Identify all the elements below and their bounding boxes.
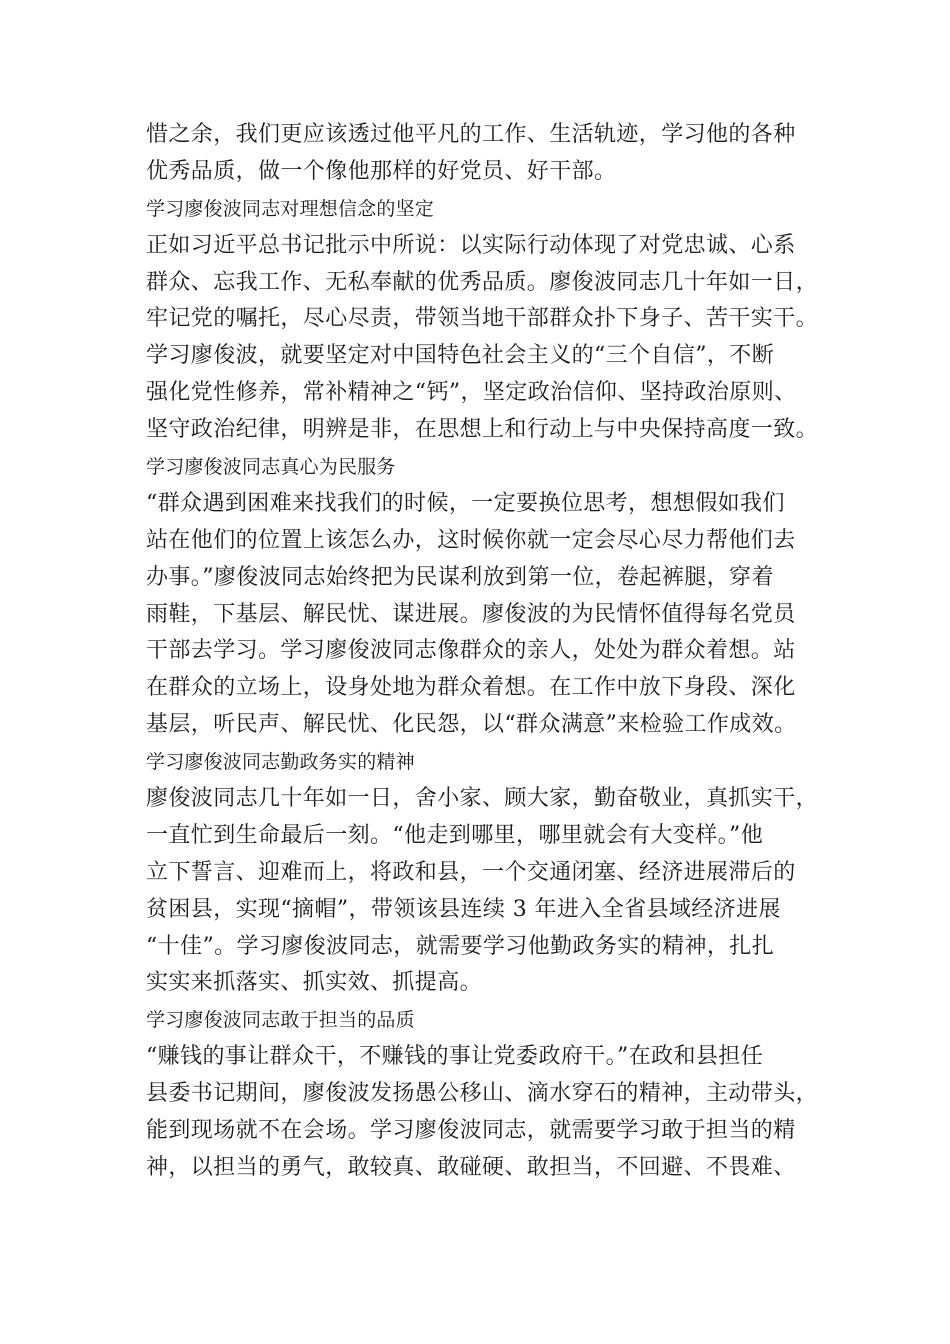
body-text-line: 强化党性修养，常补精神之“钙”，坚定政治信仰、坚持政治原则、 <box>146 380 797 406</box>
section-heading: 学习廖俊波同志对理想信念的坚定 <box>146 197 435 220</box>
body-text-line: 优秀品质，做一个像他那样的好党员、好干部。 <box>146 158 617 184</box>
body-text-line: 县委书记期间，廖俊波发扬愚公移山、滴水穿石的精神，主动带头， <box>146 1081 819 1107</box>
body-text-line: 基层，听民声、解民忧、化民怨，以“群众满意”来检验工作成效。 <box>146 712 797 738</box>
document-body <box>146 117 826 1187</box>
body-text-line: 立下誓言、迎难而上，将政和县，一个交通闭塞、经济进展滞后的 <box>146 859 796 885</box>
body-text-line: 正如习近平总书记批示中所说：以实际行动体现了对党忠诚、心系 <box>146 232 796 258</box>
body-text-line: 惜之余，我们更应该透过他平凡的工作、生活轨迹，学习他的各种 <box>146 122 796 147</box>
body-text-line: “十佳”。学习廖俊波同志，就需要学习他勤政务实的精神，扎扎 <box>146 933 775 959</box>
body-text-line: “群众遇到困难来找我们的时候，一定要换位思考，想想假如我们 <box>146 490 785 516</box>
section-heading: 学习廖俊波同志敢于担当的品质 <box>146 1009 415 1032</box>
body-text-line: 实实来抓落实、抓实效、抓提高。 <box>146 970 483 996</box>
body-text-line: 牢记党的嘱托，尽心尽责，带领当地干部群众扑下身子、苦干实干。 <box>146 306 819 332</box>
body-text-line: “赚钱的事让群众干，不赚钱的事让党委政府干。”在政和县担任 <box>146 1044 764 1070</box>
body-text-line: 在群众的立场上，设身处地为群众着想。在工作中放下身段、深化 <box>146 675 796 701</box>
body-text-line: 学习廖俊波，就要坚定对中国特色社会主义的“三个自信”，不断 <box>146 343 775 369</box>
body-text-line: 群众、忘我工作、无私奉献的优秀品质。廖俊波同志几十年如一日， <box>146 269 819 295</box>
body-text-line: 贫困县，实现“摘帽”，带领该县连续 3 年进入全省县域经济进展 <box>146 896 781 922</box>
body-text-line: 办事。”廖俊波同志始终把为民谋利放到第一位，卷起裤腿，穿着 <box>146 564 774 590</box>
section-heading: 学习廖俊波同志勤政务实的精神 <box>146 751 415 774</box>
body-text-line: 神，以担当的勇气，敢较真、敢碰硬、敢担当，不回避、不畏难、 <box>146 1154 796 1180</box>
body-text-line: 一直忙到生命最后一刻。“他走到哪里，哪里就会有大变样。”他 <box>146 822 764 848</box>
body-text-line: 能到现场就不在会场。学习廖俊波同志，就需要学习敢于担当的精 <box>146 1118 796 1144</box>
section-heading: 学习廖俊波同志真心为民服务 <box>146 456 396 479</box>
body-text-line: 站在他们的位置上该怎么办，这时候你就一定会尽心尽力帮他们去 <box>146 527 796 553</box>
body-text-line: 坚守政治纪律，明辨是非，在思想上和行动上与中央保持高度一致。 <box>146 417 819 443</box>
body-text-line: 雨鞋，下基层、解民忧、谋进展。廖俊波的为民情怀值得每名党员 <box>146 601 796 627</box>
body-text-line: 廖俊波同志几十年如一日，舍小家、顾大家，勤奋敬业，真抓实干， <box>146 786 819 812</box>
body-text-line: 干部去学习。学习廖俊波同志像群众的亲人，处处为群众着想。站 <box>146 638 796 664</box>
